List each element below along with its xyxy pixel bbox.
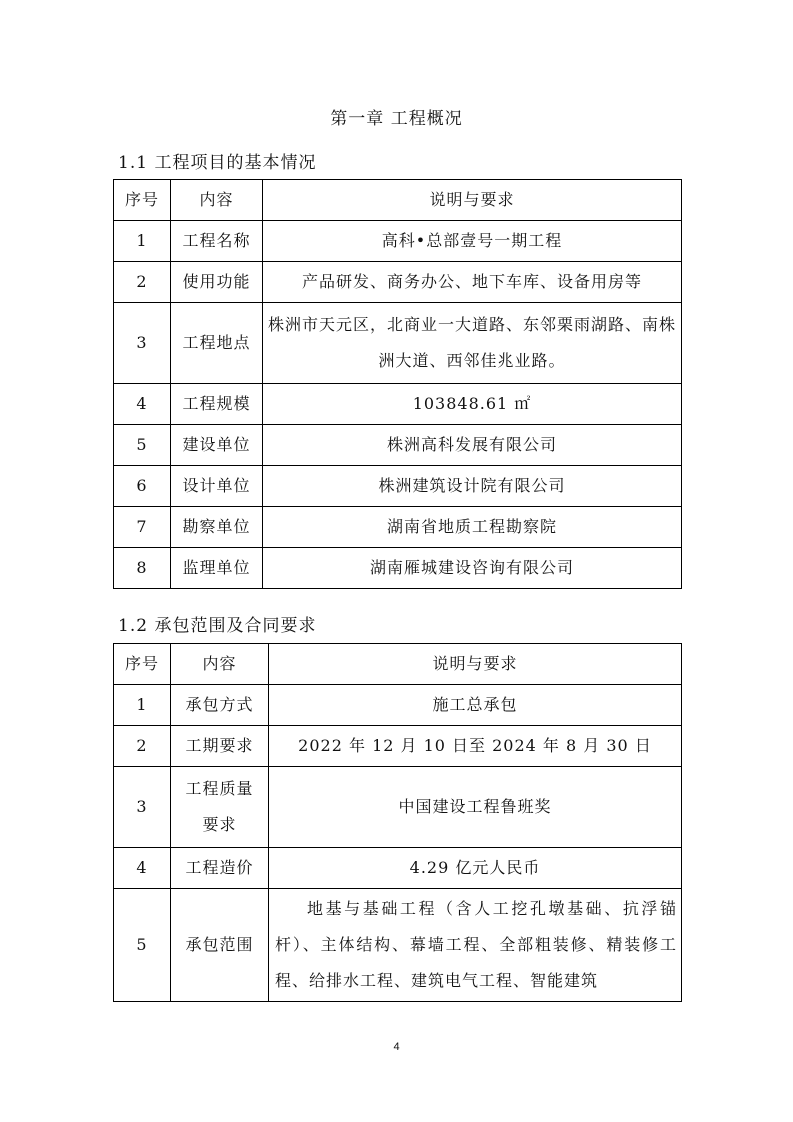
row-number: 2 [114, 726, 171, 767]
row-number: 1 [114, 221, 171, 262]
row-number: 2 [114, 262, 171, 303]
row-item: 监理单位 [171, 548, 263, 589]
row-item: 勘察单位 [171, 507, 263, 548]
page-number: 4 [393, 1041, 400, 1053]
table-row [114, 384, 682, 425]
table-row [114, 425, 682, 466]
row-number: 4 [114, 848, 171, 889]
contract-scope-table [113, 643, 682, 1002]
row-description: 2022 年 12 月 10 日至 2024 年 8 月 30 日 [269, 726, 682, 767]
table-row [114, 466, 682, 507]
section-title-basic-info: 1.1 工程项目的基本情况 [118, 153, 317, 173]
row-item: 工程质量要求 [171, 767, 269, 848]
section-title-contract-scope: 1.2 承包范围及合同要求 [118, 616, 317, 636]
row-item: 承包方式 [171, 685, 269, 726]
row-number: 5 [114, 425, 171, 466]
row-number: 8 [114, 548, 171, 589]
table-header-row [114, 180, 682, 221]
header-cell: 序号 [114, 644, 171, 685]
row-description: 103848.61 ㎡ [263, 384, 682, 425]
row-number: 5 [114, 889, 171, 1002]
table-row [114, 507, 682, 548]
table-row [114, 221, 682, 262]
row-item: 建设单位 [171, 425, 263, 466]
header-cell: 内容 [171, 644, 269, 685]
row-item: 设计单位 [171, 466, 263, 507]
table-row [114, 767, 682, 848]
row-item: 工程名称 [171, 221, 263, 262]
table-row [114, 548, 682, 589]
row-description: 产品研发、商务办公、地下车库、设备用房等 [263, 262, 682, 303]
row-description: 地基与基础工程（含人工挖孔墩基础、抗浮锚杆）、主体结构、幕墙工程、全部粗装修、精装修工程、给排水工程、建筑电气工程、智能建筑 [269, 889, 682, 1002]
row-number: 6 [114, 466, 171, 507]
table-row [114, 726, 682, 767]
row-number: 7 [114, 507, 171, 548]
row-description: 高科•总部壹号一期工程 [263, 221, 682, 262]
row-description: 株洲建筑设计院有限公司 [263, 466, 682, 507]
table-row [114, 685, 682, 726]
table-row [114, 889, 682, 1002]
basic-info-table [113, 179, 682, 589]
row-description: 湖南雁城建设咨询有限公司 [263, 548, 682, 589]
row-number: 3 [114, 303, 171, 384]
row-number: 1 [114, 685, 171, 726]
row-number: 3 [114, 767, 171, 848]
row-description: 株洲高科发展有限公司 [263, 425, 682, 466]
table-row [114, 848, 682, 889]
row-item: 工程地点 [171, 303, 263, 384]
table-row [114, 303, 682, 384]
chapter-title: 第一章 工程概况 [330, 109, 463, 129]
row-item: 工期要求 [171, 726, 269, 767]
row-item: 承包范围 [171, 889, 269, 1002]
row-description: 4.29 亿元人民币 [269, 848, 682, 889]
row-description: 施工总承包 [269, 685, 682, 726]
header-cell: 内容 [171, 180, 263, 221]
table-header-row [114, 644, 682, 685]
header-cell: 说明与要求 [269, 644, 682, 685]
row-description: 湖南省地质工程勘察院 [263, 507, 682, 548]
row-number: 4 [114, 384, 171, 425]
row-item: 工程造价 [171, 848, 269, 889]
header-cell: 说明与要求 [263, 180, 682, 221]
row-item: 使用功能 [171, 262, 263, 303]
header-cell: 序号 [114, 180, 171, 221]
row-description: 中国建设工程鲁班奖 [269, 767, 682, 848]
table-row [114, 262, 682, 303]
row-item: 工程规模 [171, 384, 263, 425]
row-description: 株洲市天元区，北商业一大道路、东邻栗雨湖路、南株洲大道、西邻佳兆业路。 [263, 303, 682, 384]
